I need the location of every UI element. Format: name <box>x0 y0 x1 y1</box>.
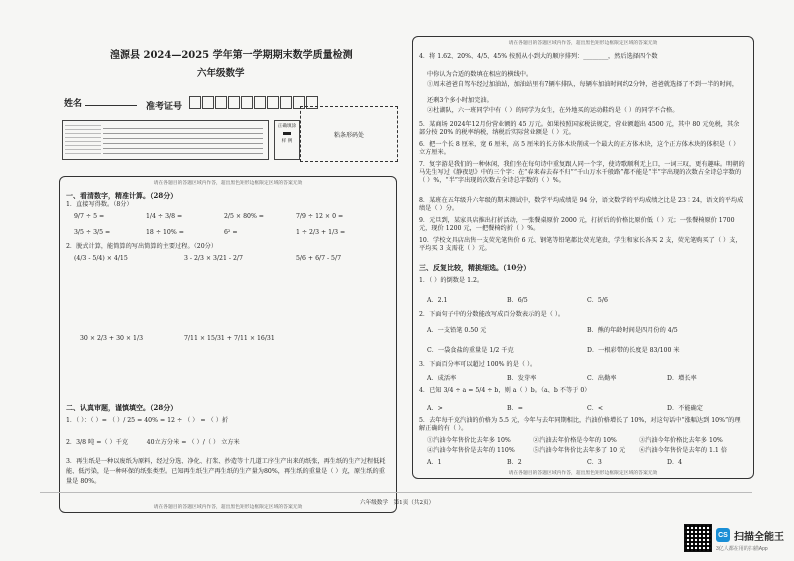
fill-question-1: 1．（ ）：（ ）= （ ）/ 25 = 40% = 12 ÷ （ ） = （ ）折 <box>66 417 229 424</box>
q1-item: 2/5 × 80% = <box>224 213 264 220</box>
part2-title: 二、认真审题，谨慎填空。（28分） <box>66 403 178 412</box>
answer-section-left <box>59 176 397 513</box>
choice-5-item: ⑥汽油今年售价是去年的 1.1 倍 <box>639 447 728 454</box>
app-tagline: 3亿人都在用的扫描App <box>716 546 768 552</box>
notice-top: 请在各题目的答题区域内作答，超出黑色矩形边框限定区域的答案无效 <box>153 181 303 186</box>
q1-item: 1 ÷ 2/3 + 1/3 = <box>296 229 346 236</box>
choice-1-option-c[interactable]: C．5/6 <box>587 297 608 304</box>
choice-5-item: ②汽油去年价格是今年的 10% <box>533 437 617 444</box>
question-8: 8．某班在五年级升六年级的期末测试中，数学平均成绩是 94 分，语文数学的平均成绩之比是 23∶24，语文的平均成绩是（ ）分。 <box>419 197 744 212</box>
q1-label: 1．直接写得数。（8分） <box>66 201 133 208</box>
question-6: 6．把一个长 8 厘米，宽 6 厘米，高 5 厘米的长方体木块削成一个最大的正方体木块，这个正方体木块的体积是（ ）立方厘米。 <box>419 141 740 156</box>
choice-5-item: ④汽油今年售价是去年的 110% <box>427 447 515 454</box>
choice-3-option-a[interactable]: A．成活率 <box>427 375 457 382</box>
notice-bottom: 请在各题目的答题区域内作答，超出黑色矩形边框限定区域的答案无效 <box>153 505 303 510</box>
choice-3-option-d[interactable]: D．增长率 <box>667 375 697 382</box>
choice-5-option-c[interactable]: C．3 <box>587 459 602 466</box>
question-4b: 中你认为合适的数填在相应的横线中。 <box>427 71 533 78</box>
choice-1-option-a[interactable]: A．2.1 <box>427 297 448 304</box>
q2-item: 30 × 2/3 + 30 × 1/3 <box>80 335 144 342</box>
question-9: 9．元旦到，某家具店推出打折活动，一张餐桌原价 2000 元，打折后的价格比原价低（ ）元；一张餐椅原价 1700 元，现价 1200 元，一把餐椅约折（ ）%。 <box>419 217 735 232</box>
fill-question-2: 2．3/8 吨 =（ ）千克 40立方分米 = （ ）/（ ） 立方米 <box>66 439 240 446</box>
choice-5-item: ⑤汽油今年售价比去年多了 10 元 <box>533 447 626 454</box>
choice-3-option-c[interactable]: C．出勤率 <box>587 375 617 382</box>
choice-2-option-c[interactable]: C．一袋食盐的重量是 1/2 千克 <box>427 347 514 354</box>
q1-item: 6² = <box>224 229 238 236</box>
fill-question-3: 3．再生纸是一种以废纸为原料，经过分选、净化、打浆、抄造等十几道工序生产出来的纸张，再生纸的生产过程低耗能、低污染，是一种环保的纸张类型。已知再生纸生产再生纸的生产量为80%，再生纸的重量是（ ）克，原生纸的重量是 80%。 <box>66 458 386 485</box>
sample-label: 样 例 <box>281 139 293 144</box>
fill-sample <box>274 120 300 160</box>
exam-subtitle: 六年级数学 <box>197 68 245 79</box>
app-logo <box>716 528 730 542</box>
name-field <box>64 96 137 109</box>
barcode-area <box>300 106 398 162</box>
question-4c: ①周末爸爸自驾车经过加油站，加油站里有7辆车排队，每辆车加油时间约2分钟，爸爸就选择了不到一半的时间， <box>427 81 739 88</box>
fill-sample-label: 正确填涂 <box>277 124 297 129</box>
question-4: 4．将 1.62、20%、4/5、45% 按照从小到大的顺序排列：________，然后选择四个数 <box>419 53 658 60</box>
answer-section-right <box>412 36 754 479</box>
question-7: 7．复字游是我们的一种休闲，我们坐在每句诗中重复跟人同一个字，使诗歌顺利无上口，一词三叹，更有趣味。明朝的马先生写过《静夜思》中的三个字：在“春来春去春不归”“千山万水千般路”都不能是“半”字出现的次数占全诗总字数的（ ）%，“半”字出现的次数占全诗总字数的（ ）%。 <box>419 161 745 184</box>
notice-bottom-right: 请在各题目的答题区域内作答，超出黑色矩形边框限定区域的答案无效 <box>508 471 658 476</box>
notice-top-right: 请在各题目的答题区域内作答，超出黑色矩形边框限定区域的答案无效 <box>508 41 658 46</box>
choice-1-option-b[interactable]: B．6/5 <box>507 297 528 304</box>
q2-item: 7/11 × 15/31 + 7/11 × 16/31 <box>184 335 275 342</box>
choice-2: 2．下面句子中的分数能改写成百分数表示的是（ ）。 <box>419 311 565 318</box>
choice-2-option-d[interactable]: D．一根彩带的长度是 83/100 米 <box>587 347 680 354</box>
id-field <box>146 96 319 112</box>
q1-item: 18 ÷ 10% = <box>146 229 184 236</box>
q2-item: (4/3 - 5/4) × 4/15 <box>74 255 128 262</box>
question-4d: 还剩3个多小时加完油。 <box>427 97 493 104</box>
barcode-label: 粘条形码处 <box>333 131 364 139</box>
choice-2-option-b[interactable]: B．熊的年龄时间是四月份的 4/5 <box>587 327 678 334</box>
q1-item: 3/5 ÷ 3/5 = <box>74 229 111 236</box>
q2-item: 3 - 2/3 × 3/21 - 2/7 <box>184 255 243 262</box>
choice-5-item: ①汽油今年售价比去年多 10% <box>427 437 511 444</box>
choice-4-option-c[interactable]: C．< <box>587 405 604 412</box>
question-4e: ②杜湖队，六一班同学中有（ ）的同学为女生，在外地买的运动鞋约是（ ）的同学不合格。 <box>427 107 679 114</box>
q2-item: 5/6 + 6/7 - 5/7 <box>296 255 342 262</box>
part3-title: 三、反复比较，精挑细选。（10分） <box>419 263 531 272</box>
page-number: 六年级数学 第1页（共2页） <box>360 500 435 506</box>
qr-code <box>684 524 712 552</box>
question-10: 10．学校文具店出售一支荧光笔售价 6 元、钢笔等铅笔都比荧光笔贵，学生和家长各买 2 支，荧光笔购买了（ ）支，平均买 3 支需花（ ）元。 <box>419 237 742 252</box>
choice-5-item: ③汽油今年价格比去年多 10% <box>639 437 723 444</box>
choice-3-option-b[interactable]: B．发芽率 <box>507 375 537 382</box>
choice-4-option-a[interactable]: A．> <box>427 405 443 412</box>
id-label: 准考证号 <box>146 102 183 112</box>
choice-5-option-b[interactable]: B．2 <box>507 459 522 466</box>
choice-5: 5．去年每千克汽油的价格为 5.5 元，今年与去年同期相比，汽油价格增长了 10%，对这句话中“涨幅达到 10%”的理解正确的有（ ）。 <box>419 417 741 432</box>
choice-5-option-d[interactable]: D．4 <box>667 459 683 466</box>
choice-4-option-b[interactable]: B．= <box>507 405 523 412</box>
choice-5-option-a[interactable]: A．1 <box>427 459 442 466</box>
q2-label: 2．脱式计算，能简算的写出简算的主要过程。（20分） <box>66 243 218 250</box>
q1-item: 9/7 ÷ 5 = <box>74 213 105 220</box>
choice-1: 1．（ ）的倒数是 1.2。 <box>419 277 484 284</box>
q1-item: 1/4 ÷ 3/8 = <box>146 213 183 220</box>
question-5: 5．某商场 2024年12月份营业额的 45 万元。如果按照国家税法规定，营业额超出 4500 元，其中 80 元免税，其余部分按 20% 的税率纳税，纳税后实际营业额是（ ）元。 <box>419 121 740 136</box>
instruction-box <box>62 120 269 160</box>
choice-4-option-d[interactable]: D．不能确定 <box>667 405 703 412</box>
choice-4: 4．已知 3/4 ÷ a = 5/4 ÷ b，则 a（ ）b。（a、b 不等于 0） <box>419 387 591 394</box>
choice-3: 3．下面百分率可以超过 100% 的是（ ）。 <box>419 361 537 368</box>
app-logo-text: CS <box>718 531 728 539</box>
exam-title: 湟源县 2024—2025 学年第一学期期末数学质量检测 <box>110 50 353 61</box>
q1-item: 7/9 ÷ 12 × 0 = <box>296 213 344 220</box>
page-divider <box>40 492 752 493</box>
part1-title: 一、看清数字，精准计算。（28分） <box>66 191 178 200</box>
name-label: 姓名 <box>64 99 83 109</box>
app-name: 扫描全能王 <box>734 532 784 543</box>
choice-2-option-a[interactable]: A．一支铅笔 0.50 元 <box>427 327 487 334</box>
